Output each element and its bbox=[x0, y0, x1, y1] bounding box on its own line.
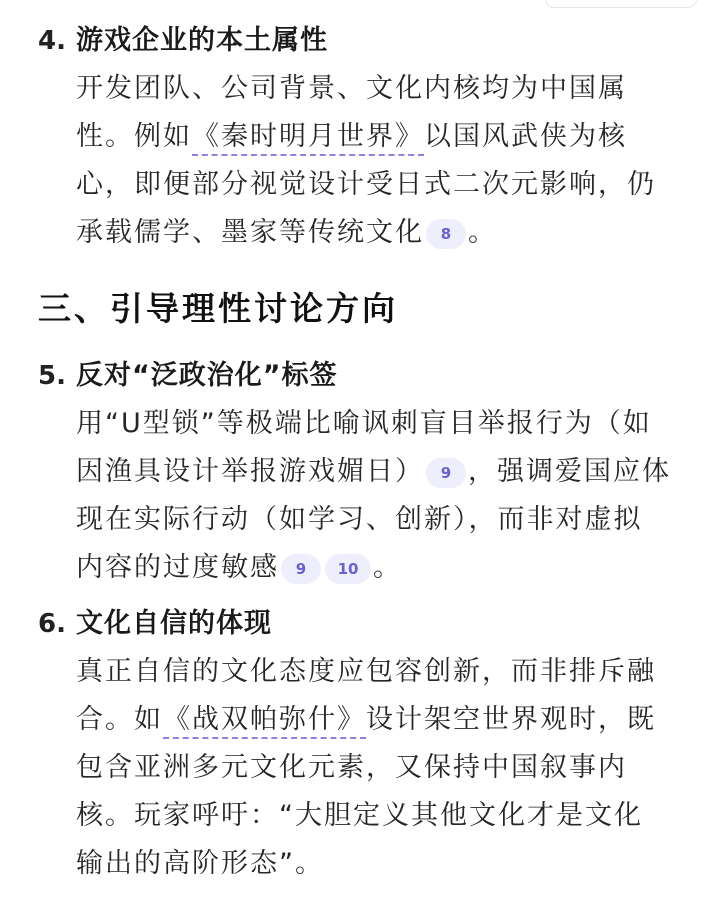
list-item-title: 游戏企业的本土属性 bbox=[76, 25, 328, 56]
citation-badge[interactable]: 9 bbox=[281, 554, 321, 584]
paragraph-line: 用“U型锁”等极端比喻讽刺盲目举报行为（如 bbox=[76, 408, 652, 439]
paragraph-line bbox=[76, 113, 627, 161]
paragraph-line bbox=[76, 696, 656, 744]
paragraph-line bbox=[76, 448, 671, 496]
section-heading: 三、引导理性讨论方向 bbox=[38, 289, 398, 328]
game-title-link[interactable]: 《秦时明月世界》 bbox=[192, 121, 424, 156]
citation-badge[interactable]: 10 bbox=[325, 554, 371, 584]
paragraph-line: 开发团队、公司背景、文化内核均为中国属 bbox=[76, 73, 627, 104]
list-item-title: 反对“泛政治化”标签 bbox=[76, 360, 338, 391]
citation-badge[interactable]: 9 bbox=[426, 458, 466, 488]
list-item-5 bbox=[0, 352, 720, 583]
list-item-number: 4. bbox=[38, 26, 66, 56]
paragraph-line bbox=[76, 544, 402, 592]
list-item-number: 6. bbox=[38, 609, 66, 639]
list-item-4 bbox=[0, 17, 720, 248]
text-segment: 因渔具设计举报游戏媚日） bbox=[76, 456, 424, 487]
top-card-edge bbox=[545, 0, 697, 8]
text-segment: 性。例如 bbox=[76, 121, 192, 152]
paragraph-line bbox=[76, 209, 497, 257]
text-segment: 以国风武侠为核 bbox=[424, 121, 627, 152]
paragraph-line: 核。玩家呼吁：“大胆定义其他文化才是文化 bbox=[76, 800, 643, 831]
text-segment: 承载儒学、墨家等传统文化 bbox=[76, 217, 424, 248]
text-segment: 内容的过度敏感 bbox=[76, 552, 279, 583]
text-segment: 。 bbox=[373, 552, 402, 583]
paragraph-line: 现在实际行动（如学习、创新），而非对虚拟 bbox=[76, 504, 643, 535]
text-segment: 。 bbox=[468, 217, 497, 248]
text-segment: ，强调爱国应体 bbox=[468, 456, 671, 487]
list-item-5-head bbox=[0, 352, 720, 400]
list-item-number: 5. bbox=[38, 361, 66, 391]
paragraph-line: 心，即便部分视觉设计受日式二次元影响，仍 bbox=[76, 169, 656, 200]
paragraph-line: 真正自信的文化态度应包容创新，而非排斥融 bbox=[76, 656, 656, 687]
text-segment: 合。如 bbox=[76, 704, 163, 735]
text-segment: 设计架空世界观时，既 bbox=[366, 704, 656, 735]
paragraph-line: 输出的高阶形态”。 bbox=[76, 848, 324, 879]
paragraph-line: 包含亚洲多元文化元素，又保持中国叙事内 bbox=[76, 752, 627, 783]
list-item-4-head bbox=[0, 17, 720, 65]
list-item-title: 文化自信的体现 bbox=[76, 608, 272, 639]
citation-badge[interactable]: 8 bbox=[426, 219, 466, 249]
list-item-6-head bbox=[0, 600, 720, 648]
list-item-6 bbox=[0, 600, 720, 879]
game-title-link[interactable]: 《战双帕弥什》 bbox=[163, 704, 366, 739]
